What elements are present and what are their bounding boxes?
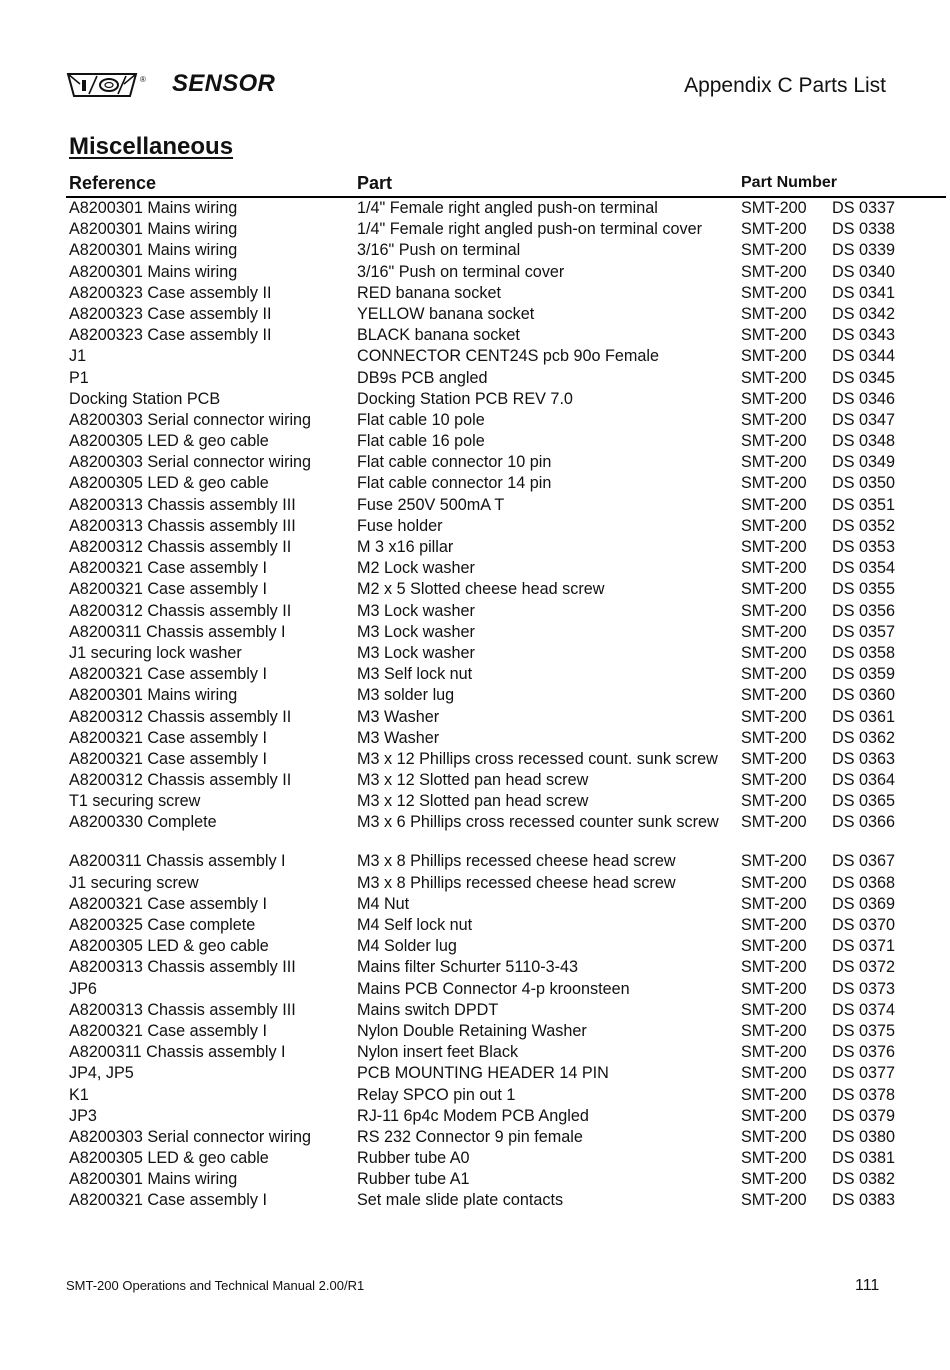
cell-reference: J1 securing lock washer bbox=[69, 643, 242, 662]
cell-reference: A8200321 Case assembly I bbox=[69, 559, 267, 578]
cell-part: PCB MOUNTING HEADER 14 PIN bbox=[357, 1064, 609, 1083]
cell-ds-number: DS 0353 bbox=[832, 538, 895, 556]
cell-reference: A8200312 Chassis assembly II bbox=[69, 771, 292, 790]
cell-ds-number: DS 0379 bbox=[832, 1106, 895, 1125]
cell-reference: A8200312 Chassis assembly II bbox=[69, 601, 292, 620]
table-row bbox=[0, 770, 950, 791]
table-row bbox=[0, 707, 950, 728]
table-row bbox=[0, 368, 950, 389]
cell-part: M2 x 5 Slotted cheese head screw bbox=[357, 580, 605, 599]
cell-part: Mains filter Schurter 5110-3-43 bbox=[357, 958, 579, 977]
table-row bbox=[0, 579, 950, 600]
cell-part: Set male slide plate contacts bbox=[357, 1191, 564, 1210]
table-row bbox=[0, 283, 950, 304]
cell-reference: A8200311 Chassis assembly I bbox=[69, 622, 286, 641]
cell-reference: A8200330 Complete bbox=[69, 813, 217, 832]
cell-reference: A8200321 Case assembly I bbox=[69, 580, 267, 599]
cell-part: 3/16" Push on terminal bbox=[357, 241, 521, 260]
cell-ds-number: DS 0356 bbox=[832, 601, 895, 620]
cell-model: SMT-200 bbox=[741, 220, 807, 239]
cell-part: RJ-11 6p4c Modem PCB Angled bbox=[357, 1106, 589, 1125]
cell-ds-number: DS 0340 bbox=[832, 262, 895, 281]
cell-model: SMT-200 bbox=[741, 453, 807, 472]
cell-part: M3 x 12 Slotted pan head screw bbox=[357, 771, 589, 790]
cell-reference: A8200301 Mains wiring bbox=[69, 220, 238, 239]
cell-ds-number: DS 0350 bbox=[832, 474, 895, 493]
cell-part: BLACK banana socket bbox=[357, 326, 520, 345]
cell-ds-number: DS 0342 bbox=[832, 304, 895, 323]
table-row bbox=[0, 198, 950, 219]
cell-model: SMT-200 bbox=[741, 432, 807, 451]
cell-model: SMT-200 bbox=[741, 368, 807, 387]
cell-part: CONNECTOR CENT24S pcb 90o Female bbox=[357, 347, 659, 366]
cell-model: SMT-200 bbox=[741, 283, 807, 302]
table-row bbox=[0, 558, 950, 579]
cell-model: SMT-200 bbox=[741, 749, 807, 768]
table-row bbox=[0, 1021, 950, 1042]
cell-part: Mains switch DPDT bbox=[357, 1000, 499, 1019]
cell-ds-number: DS 0359 bbox=[832, 665, 895, 684]
cell-model: SMT-200 bbox=[741, 516, 807, 535]
table-row bbox=[0, 749, 950, 770]
cell-ds-number: DS 0377 bbox=[832, 1064, 895, 1083]
table-row bbox=[0, 791, 950, 812]
cell-model: SMT-200 bbox=[741, 771, 807, 790]
table-row bbox=[0, 728, 950, 749]
cell-ds-number: DS 0358 bbox=[832, 643, 895, 662]
cell-ds-number: DS 0382 bbox=[832, 1170, 895, 1189]
cell-model: SMT-200 bbox=[741, 792, 807, 811]
cell-model: SMT-200 bbox=[741, 1021, 807, 1040]
table-row bbox=[0, 240, 950, 261]
column-header-reference: Reference bbox=[69, 173, 157, 193]
cell-model: SMT-200 bbox=[741, 1149, 807, 1168]
table-row bbox=[0, 1063, 950, 1084]
cell-ds-number: DS 0366 bbox=[832, 813, 895, 832]
footer-manual-title: SMT-200 Operations and Technical Manual 2.00/R1 bbox=[66, 1278, 365, 1293]
cell-model: SMT-200 bbox=[741, 937, 807, 956]
cell-reference: A8200321 Case assembly I bbox=[69, 749, 267, 768]
cell-model: SMT-200 bbox=[741, 495, 807, 514]
cell-model: SMT-200 bbox=[741, 1127, 807, 1146]
table-row bbox=[0, 495, 950, 516]
cell-model: SMT-200 bbox=[741, 304, 807, 323]
cell-part: M 3 x16 pillar bbox=[357, 538, 454, 556]
cell-reference: A8200321 Case assembly I bbox=[69, 894, 267, 913]
registered-mark: ® bbox=[140, 75, 146, 84]
table-row bbox=[0, 473, 950, 494]
cell-reference: A8200303 Serial connector wiring bbox=[69, 410, 312, 429]
cell-part: Nylon Double Retaining Washer bbox=[357, 1021, 587, 1040]
table-row bbox=[0, 812, 950, 851]
cell-ds-number: DS 0383 bbox=[832, 1191, 895, 1210]
cell-reference: A8200305 LED & geo cable bbox=[69, 432, 269, 451]
cell-part: Relay SPCO pin out 1 bbox=[357, 1085, 516, 1104]
cell-reference: A8200321 Case assembly I bbox=[69, 1191, 267, 1210]
cell-model: SMT-200 bbox=[741, 199, 807, 217]
section-name: Appendix C Parts List bbox=[684, 74, 886, 97]
cell-model: SMT-200 bbox=[741, 538, 807, 556]
cell-model: SMT-200 bbox=[741, 1000, 807, 1019]
cell-model: SMT-200 bbox=[741, 707, 807, 726]
page-number: 111 bbox=[855, 1277, 880, 1294]
cell-part: Fuse holder bbox=[357, 516, 443, 535]
table-row bbox=[0, 431, 950, 452]
table-row bbox=[0, 516, 950, 537]
cell-part: M4 Solder lug bbox=[357, 937, 457, 956]
cell-part: M3 Washer bbox=[357, 728, 440, 747]
cell-model: SMT-200 bbox=[741, 958, 807, 977]
cell-part: Rubber tube A1 bbox=[357, 1170, 470, 1189]
cell-ds-number: DS 0357 bbox=[832, 622, 895, 641]
table-row bbox=[0, 957, 950, 978]
cell-ds-number: DS 0373 bbox=[832, 979, 895, 998]
table-row bbox=[0, 1169, 950, 1190]
cell-reference: A8200321 Case assembly I bbox=[69, 728, 267, 747]
cell-part: Fuse 250V 500mA T bbox=[357, 495, 505, 514]
cell-model: SMT-200 bbox=[741, 686, 807, 705]
table-row bbox=[0, 979, 950, 1000]
table-row bbox=[0, 1000, 950, 1021]
cell-reference: A8200301 Mains wiring bbox=[69, 241, 238, 260]
cell-ds-number: DS 0339 bbox=[832, 241, 895, 260]
cell-model: SMT-200 bbox=[741, 241, 807, 260]
cell-model: SMT-200 bbox=[741, 559, 807, 578]
cell-reference: A8200313 Chassis assembly III bbox=[69, 1000, 296, 1019]
cell-model: SMT-200 bbox=[741, 474, 807, 493]
cell-reference: T1 securing screw bbox=[69, 792, 201, 811]
cell-model: SMT-200 bbox=[741, 601, 807, 620]
cell-ds-number: DS 0355 bbox=[832, 580, 895, 599]
cell-ds-number: DS 0341 bbox=[832, 283, 895, 302]
cell-ds-number: DS 0345 bbox=[832, 368, 895, 387]
table-row bbox=[0, 219, 950, 240]
cell-ds-number: DS 0351 bbox=[832, 495, 895, 514]
cell-model: SMT-200 bbox=[741, 1191, 807, 1210]
parts-table bbox=[0, 198, 950, 1212]
cell-reference: Docking Station PCB bbox=[69, 389, 221, 408]
cell-reference: A8200323 Case assembly II bbox=[69, 304, 272, 323]
table-row bbox=[0, 537, 950, 558]
cell-model: SMT-200 bbox=[741, 728, 807, 747]
cell-ds-number: DS 0371 bbox=[832, 937, 895, 956]
cell-reference: JP4, JP5 bbox=[69, 1064, 134, 1083]
cell-ds-number: DS 0369 bbox=[832, 894, 895, 913]
cell-part: M3 x 6 Phillips cross recessed counter sunk screw bbox=[357, 813, 719, 832]
cell-reference: A8200311 Chassis assembly I bbox=[69, 852, 286, 871]
cell-part: 1/4" Female right angled push-on terminal cover bbox=[357, 220, 702, 239]
table-row bbox=[0, 452, 950, 473]
cell-model: SMT-200 bbox=[741, 580, 807, 599]
cell-reference: A8200301 Mains wiring bbox=[69, 1170, 238, 1189]
cell-ds-number: DS 0372 bbox=[832, 958, 895, 977]
cell-model: SMT-200 bbox=[741, 852, 807, 871]
table-row bbox=[0, 622, 950, 643]
table-row bbox=[0, 601, 950, 622]
cell-reference: JP6 bbox=[69, 979, 97, 998]
cell-part: M3 solder lug bbox=[357, 686, 455, 705]
cell-part: M3 x 12 Phillips cross recessed count. sunk screw bbox=[357, 749, 718, 768]
cell-ds-number: DS 0381 bbox=[832, 1149, 895, 1168]
cell-model: SMT-200 bbox=[741, 894, 807, 913]
table-row bbox=[0, 410, 950, 431]
cell-model: SMT-200 bbox=[741, 262, 807, 281]
cell-reference: A8200301 Mains wiring bbox=[69, 686, 238, 705]
cell-model: SMT-200 bbox=[741, 1064, 807, 1083]
cell-ds-number: DS 0346 bbox=[832, 389, 895, 408]
cell-ds-number: DS 0347 bbox=[832, 410, 895, 429]
cell-model: SMT-200 bbox=[741, 1106, 807, 1125]
cell-part: RS 232 Connector 9 pin female bbox=[357, 1127, 583, 1146]
cell-ds-number: DS 0361 bbox=[832, 707, 895, 726]
table-row bbox=[0, 389, 950, 410]
cell-model: SMT-200 bbox=[741, 347, 807, 366]
table-row bbox=[0, 851, 950, 872]
cell-model: SMT-200 bbox=[741, 1085, 807, 1104]
cell-part: Flat cable connector 10 pin bbox=[357, 453, 552, 472]
cell-part: M2 Lock washer bbox=[357, 559, 475, 578]
table-row bbox=[0, 325, 950, 346]
table-row bbox=[0, 346, 950, 367]
cell-reference: A8200325 Case complete bbox=[69, 916, 256, 934]
cell-ds-number: DS 0348 bbox=[832, 432, 895, 451]
cell-ds-number: DS 0376 bbox=[832, 1043, 895, 1062]
cell-reference: A8200323 Case assembly II bbox=[69, 326, 272, 345]
cell-model: SMT-200 bbox=[741, 622, 807, 641]
cell-part: Rubber tube A0 bbox=[357, 1149, 470, 1168]
cell-part: Flat cable connector 14 pin bbox=[357, 474, 552, 493]
cell-reference: A8200313 Chassis assembly III bbox=[69, 958, 296, 977]
table-row bbox=[0, 304, 950, 325]
io-logo-icon bbox=[66, 72, 150, 98]
cell-part: M3 x 8 Phillips recessed cheese head screw bbox=[357, 873, 676, 892]
cell-reference: P1 bbox=[69, 368, 89, 387]
cell-reference: A8200301 Mains wiring bbox=[69, 262, 238, 281]
cell-part: Docking Station PCB REV 7.0 bbox=[357, 389, 573, 408]
cell-ds-number: DS 0370 bbox=[832, 916, 895, 934]
table-row bbox=[0, 873, 950, 894]
cell-ds-number: DS 0375 bbox=[832, 1021, 895, 1040]
cell-ds-number: DS 0380 bbox=[832, 1127, 895, 1146]
brand-name: SENSOR bbox=[172, 70, 276, 97]
column-header-part-number: Part Number bbox=[741, 174, 838, 191]
table-row bbox=[0, 1085, 950, 1106]
cell-part: Nylon insert feet Black bbox=[357, 1043, 519, 1062]
table-row bbox=[0, 664, 950, 685]
table-row bbox=[0, 1042, 950, 1063]
cell-model: SMT-200 bbox=[741, 665, 807, 684]
page-header bbox=[66, 70, 886, 106]
cell-model: SMT-200 bbox=[741, 1043, 807, 1062]
cell-ds-number: DS 0343 bbox=[832, 326, 895, 345]
cell-reference: A8200305 LED & geo cable bbox=[69, 1149, 269, 1168]
cell-reference: A8200313 Chassis assembly III bbox=[69, 516, 296, 535]
cell-reference: A8200313 Chassis assembly III bbox=[69, 495, 296, 514]
cell-part: M3 Washer bbox=[357, 707, 440, 726]
cell-part: 1/4" Female right angled push-on terminal bbox=[357, 199, 658, 217]
cell-part: M3 Self lock nut bbox=[357, 665, 473, 684]
cell-part: Flat cable 16 pole bbox=[357, 432, 485, 451]
cell-part: M4 Self lock nut bbox=[357, 916, 473, 934]
cell-model: SMT-200 bbox=[741, 813, 807, 832]
cell-ds-number: DS 0338 bbox=[832, 220, 895, 239]
page-title: Miscellaneous bbox=[69, 133, 234, 160]
cell-reference: A8200321 Case assembly I bbox=[69, 665, 267, 684]
cell-part: RED banana socket bbox=[357, 283, 501, 302]
table-row bbox=[0, 1106, 950, 1127]
cell-part: 3/16" Push on terminal cover bbox=[357, 262, 565, 281]
cell-reference: A8200301 Mains wiring bbox=[69, 199, 238, 217]
cell-reference: A8200303 Serial connector wiring bbox=[69, 1127, 312, 1146]
cell-part: Flat cable 10 pole bbox=[357, 410, 485, 429]
cell-part: M3 x 8 Phillips recessed cheese head screw bbox=[357, 852, 676, 871]
table-row bbox=[0, 894, 950, 915]
table-row bbox=[0, 1148, 950, 1169]
cell-part: DB9s PCB angled bbox=[357, 368, 488, 387]
cell-part: M3 x 12 Slotted pan head screw bbox=[357, 792, 589, 811]
cell-reference: JP3 bbox=[69, 1106, 97, 1125]
cell-reference: A8200312 Chassis assembly II bbox=[69, 707, 292, 726]
cell-model: SMT-200 bbox=[741, 410, 807, 429]
cell-ds-number: DS 0354 bbox=[832, 559, 895, 578]
cell-ds-number: DS 0360 bbox=[832, 686, 895, 705]
cell-reference: A8200305 LED & geo cable bbox=[69, 937, 269, 956]
cell-reference: A8200323 Case assembly II bbox=[69, 283, 272, 302]
table-row bbox=[0, 936, 950, 957]
cell-part: M3 Lock washer bbox=[357, 601, 475, 620]
table-row bbox=[0, 262, 950, 283]
cell-model: SMT-200 bbox=[741, 389, 807, 408]
cell-ds-number: DS 0368 bbox=[832, 873, 895, 892]
cell-ds-number: DS 0365 bbox=[832, 792, 895, 811]
cell-ds-number: DS 0367 bbox=[832, 852, 895, 871]
cell-ds-number: DS 0364 bbox=[832, 771, 895, 790]
table-row bbox=[0, 915, 950, 936]
table-row bbox=[0, 1190, 950, 1211]
table-row bbox=[0, 685, 950, 706]
cell-model: SMT-200 bbox=[741, 873, 807, 892]
cell-ds-number: DS 0344 bbox=[832, 347, 895, 366]
cell-ds-number: DS 0362 bbox=[832, 728, 895, 747]
cell-ds-number: DS 0337 bbox=[832, 199, 895, 217]
cell-ds-number: DS 0378 bbox=[832, 1085, 895, 1104]
cell-model: SMT-200 bbox=[741, 643, 807, 662]
table-row bbox=[0, 1127, 950, 1148]
cell-ds-number: DS 0363 bbox=[832, 749, 895, 768]
cell-part: Mains PCB Connector 4-p kroonsteen bbox=[357, 979, 630, 998]
table-row bbox=[0, 643, 950, 664]
column-header-part: Part bbox=[357, 173, 393, 193]
cell-part: M4 Nut bbox=[357, 894, 410, 913]
cell-ds-number: DS 0352 bbox=[832, 516, 895, 535]
cell-part: YELLOW banana socket bbox=[357, 304, 535, 323]
cell-reference: A8200312 Chassis assembly II bbox=[69, 538, 292, 556]
cell-reference: A8200305 LED & geo cable bbox=[69, 474, 269, 493]
cell-model: SMT-200 bbox=[741, 979, 807, 998]
cell-reference: A8200303 Serial connector wiring bbox=[69, 453, 312, 472]
cell-ds-number: DS 0374 bbox=[832, 1000, 895, 1019]
cell-reference: J1 securing screw bbox=[69, 873, 199, 892]
cell-part: M3 Lock washer bbox=[357, 622, 475, 641]
cell-ds-number: DS 0349 bbox=[832, 453, 895, 472]
cell-reference: K1 bbox=[69, 1085, 89, 1104]
cell-model: SMT-200 bbox=[741, 326, 807, 345]
cell-reference: A8200321 Case assembly I bbox=[69, 1021, 267, 1040]
cell-reference: J1 bbox=[69, 347, 87, 366]
cell-model: SMT-200 bbox=[741, 916, 807, 934]
cell-model: SMT-200 bbox=[741, 1170, 807, 1189]
cell-reference: A8200311 Chassis assembly I bbox=[69, 1043, 286, 1062]
cell-part: M3 Lock washer bbox=[357, 643, 475, 662]
